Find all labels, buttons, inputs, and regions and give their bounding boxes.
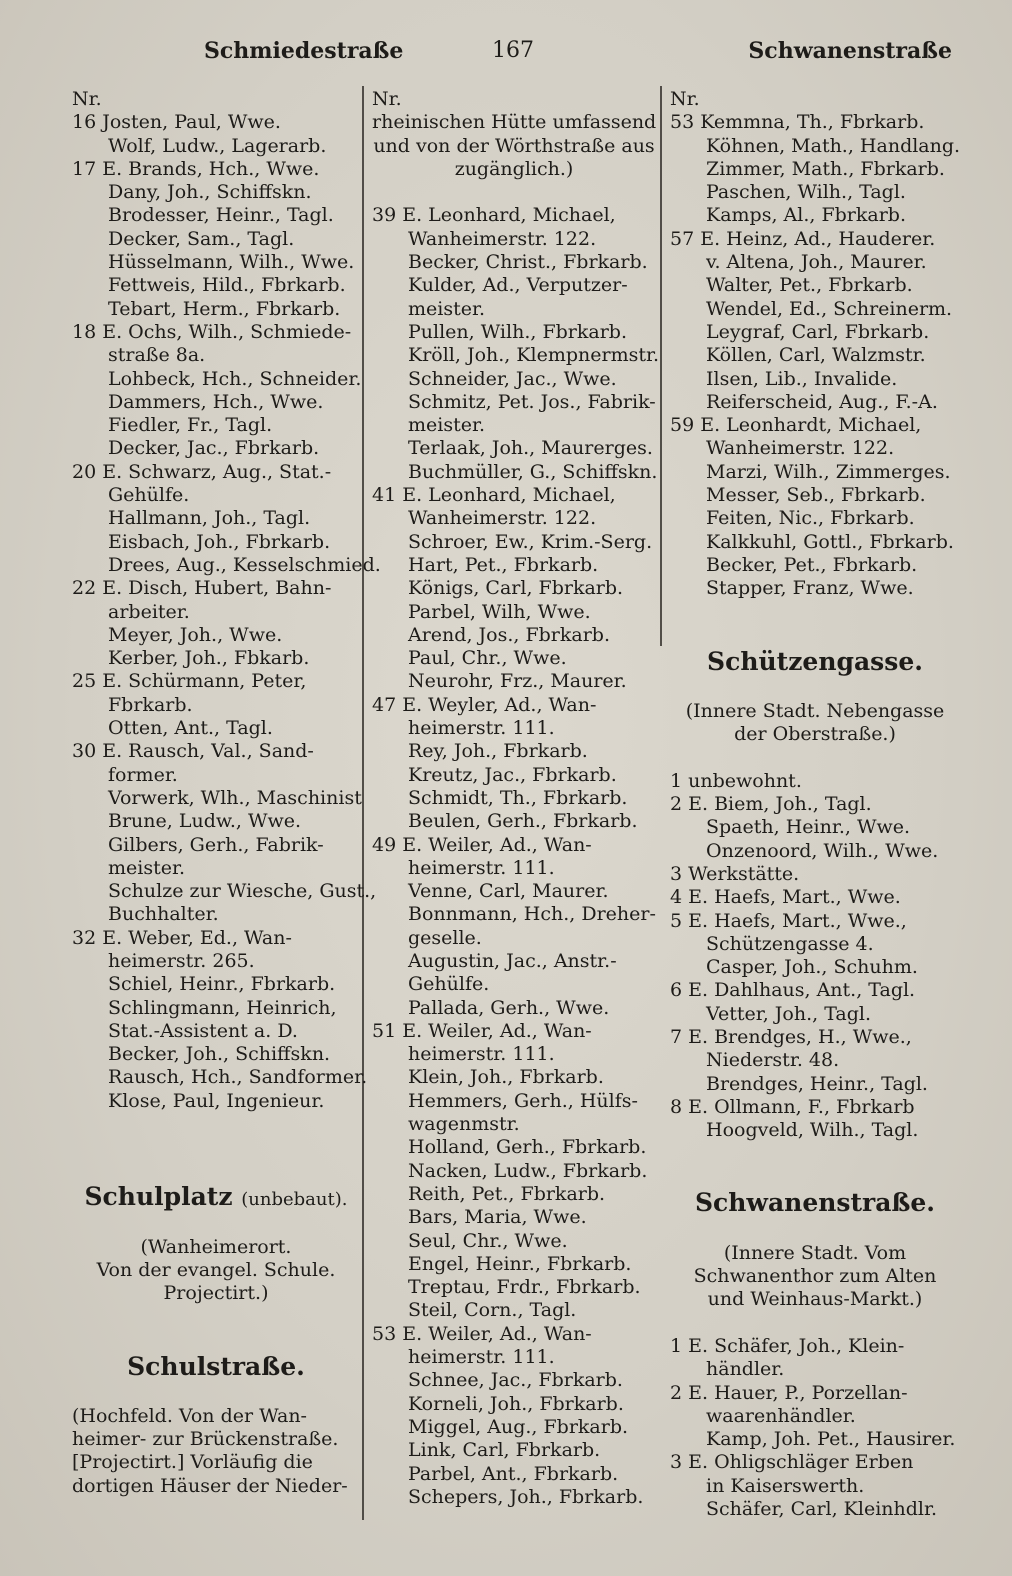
directory-entry: Becker, Pet., Fbrkarb. <box>706 553 918 576</box>
directory-entry: Treptau, Frdr., Fbrkarb. <box>408 1276 641 1299</box>
directory-entry: Brodesser, Heinr., Tagl. <box>108 204 334 227</box>
directory-entry: Miggel, Aug., Fbrkarb. <box>408 1415 629 1438</box>
section-title-schulplatz <box>72 1182 360 1212</box>
directory-entry: 49 E. Weiler, Ad., Wan- <box>372 833 592 856</box>
directory-entry: 8 E. Ollmann, F., Fbrkarb <box>670 1095 915 1118</box>
directory-entry: Fbrkarb. <box>108 693 193 716</box>
nr-label: Nr. <box>670 88 700 110</box>
directory-entry: Hallmann, Joh., Tagl. <box>108 507 311 530</box>
directory-entry: Holland, Gerh., Fbrkarb. <box>408 1136 647 1159</box>
directory-entry: Pullen, Wilh., Fbrkarb. <box>408 320 627 343</box>
directory-entry: 6 E. Dahlhaus, Ant., Tagl. <box>670 979 916 1002</box>
directory-entry: Eisbach, Joh., Fbrkarb. <box>108 530 331 553</box>
directory-entry: Reith, Pet., Fbrkarb. <box>408 1182 606 1205</box>
section-title-schuetzengasse: Schützengasse. <box>707 646 923 676</box>
directory-entry: Drees, Aug., Kesselschmied. <box>108 553 381 576</box>
directory-entry: Fettweis, Hild., Fbrkarb. <box>108 274 346 297</box>
directory-entry: Bars, Maria, Wwe. <box>408 1206 587 1229</box>
directory-entry: Kalkkuhl, Gottl., Fbrkarb. <box>706 530 954 553</box>
schulstrasse-line: [Projectirt.] Vorläufig die <box>72 1451 313 1474</box>
directory-entry: 41 E. Leonhard, Michael, <box>372 484 616 507</box>
directory-entry: Dammers, Hch., Wwe. <box>108 390 324 413</box>
directory-entry: 4 E. Haefs, Mart., Wwe. <box>670 886 901 909</box>
directory-entry: Meyer, Joh., Wwe. <box>108 623 283 646</box>
directory-entry: straße 8a. <box>108 344 206 367</box>
directory-entry: Schmidt, Th., Fbrkarb. <box>408 786 628 809</box>
directory-entry: Gehülfe. <box>108 484 190 507</box>
directory-entry: Tebart, Herm., Fbrkarb. <box>108 297 341 320</box>
directory-entry: 17 E. Brands, Hch., Wwe. <box>72 157 320 180</box>
directory-entry: Decker, Jac., Fbrkarb. <box>108 437 320 460</box>
directory-entry: Schnee, Jac., Fbrkarb. <box>408 1369 623 1392</box>
directory-entry: Schiel, Heinr., Fbrkarb. <box>108 973 336 996</box>
directory-entry: Schäfer, Carl, Kleinhdlr. <box>706 1498 938 1521</box>
directory-entry: wagenmstr. <box>408 1113 520 1136</box>
directory-entry: Schroer, Ew., Krim.-Serg. <box>408 530 653 553</box>
nr-label: Nr. <box>72 88 102 110</box>
directory-entry: rheinischen Hütte umfassend <box>372 111 657 134</box>
schulstrasse-line: (Hochfeld. Von der Wan- <box>72 1404 307 1427</box>
schwanenstrasse-intro: Schwanenthor zum Alten <box>693 1265 937 1288</box>
directory-entry: Decker, Sam., Tagl. <box>108 227 295 250</box>
directory-entry: 53 E. Weiler, Ad., Wan- <box>372 1322 592 1345</box>
directory-entry: 47 E. Weyler, Ad., Wan- <box>372 693 597 716</box>
schuetzengasse-entries <box>670 770 960 1143</box>
directory-entry: Schneider, Jac., Wwe. <box>408 367 617 390</box>
directory-entry: Walter, Pet., Fbrkarb. <box>706 274 913 297</box>
header-right-street: Schwanenstraße <box>748 38 952 64</box>
directory-entry: Ilsen, Lib., Invalide. <box>706 367 898 390</box>
directory-entry: Zimmer, Math., Fbrkarb. <box>706 157 945 180</box>
directory-entry: Vetter, Joh., Tagl. <box>706 1002 872 1025</box>
directory-entry: Fiedler, Fr., Tagl. <box>108 414 273 437</box>
schwanenstrasse-intro: (Innere Stadt. Vom <box>723 1241 907 1264</box>
directory-entry: Kamps, Al., Fbrkarb. <box>706 204 907 227</box>
directory-entry: Klose, Paul, Ingenieur. <box>108 1089 325 1112</box>
directory-entry: Hart, Pet., Fbrkarb. <box>408 553 599 576</box>
directory-entry: Marzi, Wilh., Zimmerges. <box>706 460 951 483</box>
directory-entry: Gilbers, Gerh., Fabrik- <box>108 833 324 856</box>
directory-entry: 7 E. Brendges, H., Wwe., <box>670 1025 912 1048</box>
section-title-schwanenstrasse: Schwanenstraße. <box>694 1188 936 1218</box>
schulplatz-line: Projectirt.) <box>163 1282 269 1305</box>
directory-entry: in Kaiserswerth. <box>706 1474 865 1497</box>
directory-entry: Schulze zur Wiesche, Gust., <box>108 880 377 903</box>
schuetzengasse-intro: der Oberstraße.) <box>734 723 896 746</box>
directory-entry: heimerstr. 265. <box>108 949 255 972</box>
directory-entry: 57 E. Heinz, Ad., Hauderer. <box>670 227 936 250</box>
directory-entry: Gehülfe. <box>408 973 490 996</box>
directory-entry: 5 E. Haefs, Mart., Wwe., <box>670 909 907 932</box>
directory-entry: 18 E. Ochs, Wilh., Schmiede- <box>72 320 352 343</box>
nr-label: Nr. <box>372 88 402 110</box>
directory-entry: former. <box>108 763 178 786</box>
directory-entry: Stapper, Franz, Wwe. <box>706 577 914 600</box>
directory-entry: 2 E. Hauer, P., Porzellan- <box>670 1381 908 1404</box>
schuetzengasse-intro: (Innere Stadt. Nebengasse <box>685 699 945 722</box>
directory-entry: Augustin, Jac., Anstr.- <box>408 949 617 972</box>
directory-entry: Hüsselmann, Wilh., Wwe. <box>108 251 355 274</box>
directory-entry: händler. <box>706 1358 785 1381</box>
directory-entry: und von der Wörthstraße aus <box>373 134 655 157</box>
directory-entry: 16 Josten, Paul, Wwe. <box>72 111 281 134</box>
directory-entry: Steil, Corn., Tagl. <box>408 1299 577 1322</box>
directory-entry: Beulen, Gerh., Fbrkarb. <box>408 810 638 833</box>
directory-entry: Parbel, Wilh, Wwe. <box>408 600 591 623</box>
directory-entry: Kerber, Joh., Fbkarb. <box>108 647 310 670</box>
directory-entry: Paul, Chr., Wwe. <box>408 647 567 670</box>
directory-entry: Buchhalter. <box>108 903 219 926</box>
directory-entry: 39 E. Leonhard, Michael, <box>372 204 616 227</box>
directory-entry: 1 E. Schäfer, Joh., Klein- <box>670 1334 905 1357</box>
directory-entry: Otten, Ant., Tagl. <box>108 717 273 740</box>
directory-entry: 59 E. Leonhardt, Michael, <box>670 414 922 437</box>
directory-entry: meister. <box>408 297 486 320</box>
directory-entry: Nacken, Ludw., Fbrkarb. <box>408 1159 648 1182</box>
directory-entry: Klein, Joh., Fbrkarb. <box>408 1066 604 1089</box>
directory-entry: Becker, Christ., Fbrkarb. <box>408 251 648 274</box>
directory-entry: heimerstr. 111. <box>408 856 555 879</box>
column-1-entries <box>72 111 381 1113</box>
directory-entry: 3 Werkstätte. <box>670 862 800 885</box>
directory-entry: heimerstr. 111. <box>408 717 555 740</box>
header-left-street: Schmiedestraße <box>204 38 404 64</box>
directory-entry: meister. <box>408 414 486 437</box>
directory-entry: Köllen, Carl, Walzmstr. <box>706 344 926 367</box>
directory-entry: Korneli, Joh., Fbrkarb. <box>408 1392 624 1415</box>
directory-entry: Stat.-Assistent a. D. <box>108 1019 298 1042</box>
directory-entry: Lohbeck, Hch., Schneider. <box>108 367 362 390</box>
directory-entry: Vorwerk, Wlh., Maschinist <box>108 786 362 809</box>
schulstrasse-line: heimer- zur Brückenstraße. <box>72 1428 339 1451</box>
directory-entry: 20 E. Schwarz, Aug., Stat.- <box>72 460 332 483</box>
directory-entry: meister. <box>108 856 186 879</box>
directory-entry: Kreutz, Jac., Fbrkarb. <box>408 763 617 786</box>
directory-entry: 51 E. Weiler, Ad., Wan- <box>372 1019 592 1042</box>
directory-entry: Becker, Joh., Schiffskn. <box>108 1043 331 1066</box>
directory-entry: v. Altena, Joh., Maurer. <box>706 251 927 274</box>
directory-entry: Reiferscheid, Aug., F.-A. <box>706 390 938 413</box>
directory-entry: zugänglich.) <box>454 157 574 180</box>
schulplatz-title: Schulplatz <box>84 1182 233 1212</box>
directory-entry: 25 E. Schürmann, Peter, <box>72 670 307 693</box>
directory-entry <box>372 181 656 204</box>
directory-entry: waarenhändler. <box>706 1404 856 1427</box>
schwanenstrasse-intro: und Weinhaus-Markt.) <box>707 1288 923 1311</box>
column-divider-right <box>660 86 662 646</box>
directory-entry: Bonnmann, Hch., Dreher- <box>408 903 656 926</box>
directory-entry: Köhnen, Math., Handlang. <box>706 134 961 157</box>
directory-entry: geselle. <box>408 926 482 949</box>
directory-entry: Schmitz, Pet. Jos., Fabrik- <box>408 390 656 413</box>
directory-entry: Spaeth, Heinr., Wwe. <box>706 816 911 839</box>
directory-entry: Engel, Heinr., Fbrkarb. <box>408 1252 632 1275</box>
directory-entry: Schlingmann, Heinrich, <box>108 996 337 1019</box>
directory-entry: arbeiter. <box>108 600 190 623</box>
directory-entry: 2 E. Biem, Joh., Tagl. <box>670 793 872 816</box>
column-3-entries <box>670 111 960 600</box>
column-3 <box>670 88 960 1521</box>
page-number: 167 <box>492 38 534 63</box>
directory-entry: Wanheimerstr. 122. <box>408 507 597 530</box>
directory-entry: Feiten, Nic., Fbrkarb. <box>706 507 915 530</box>
directory-entry: Wendel, Ed., Schreinerm. <box>706 297 953 320</box>
directory-entry: Brendges, Heinr., Tagl. <box>706 1072 928 1095</box>
schulplatz-subtitle: (unbebaut). <box>241 1189 348 1211</box>
schulstrasse-line: dortigen Häuser der Nieder- <box>72 1474 348 1497</box>
directory-entry: Rausch, Hch., Sandformer. <box>108 1066 368 1089</box>
directory-entry: Wanheimerstr. 122. <box>706 437 895 460</box>
schulplatz-line: (Wanheimerort. <box>140 1235 292 1258</box>
schwanenstrasse-entries <box>670 1335 960 1521</box>
directory-entry: 3 E. Ohligschläger Erben <box>670 1451 914 1474</box>
directory-entry: Link, Carl, Fbrkarb. <box>408 1439 601 1462</box>
directory-entry: Hoogveld, Wilh., Tagl. <box>706 1119 919 1142</box>
directory-entry: Casper, Joh., Schuhm. <box>706 956 918 979</box>
directory-entry: Onzenoord, Wilh., Wwe. <box>706 839 939 862</box>
directory-entry: Neurohr, Frz., Maurer. <box>408 670 627 693</box>
directory-entry: Rey, Joh., Fbrkarb. <box>408 740 588 763</box>
directory-entry: Seul, Chr., Wwe. <box>408 1229 568 1252</box>
directory-entry: Arend, Jos., Fbrkarb. <box>408 623 611 646</box>
directory-entry: Kamp, Joh. Pet., Hausirer. <box>706 1428 956 1451</box>
directory-entry: heimerstr. 111. <box>408 1043 555 1066</box>
directory-entry: Parbel, Ant., Fbrkarb. <box>408 1462 619 1485</box>
directory-entry: 1 unbewohnt. <box>670 769 802 792</box>
directory-entry: Niederstr. 48. <box>706 1049 840 1072</box>
directory-entry: Dany, Joh., Schiffskn. <box>108 181 312 204</box>
directory-entry: Venne, Carl, Maurer. <box>408 880 609 903</box>
directory-entry: Paschen, Wilh., Tagl. <box>706 181 906 204</box>
column-2 <box>372 88 660 1509</box>
directory-entry: Terlaak, Joh., Maurerges. <box>408 437 653 460</box>
directory-entry: 53 Kemmna, Th., Fbrkarb. <box>670 111 925 134</box>
directory-entry: Buchmüller, G., Schiffskn. <box>408 460 658 483</box>
directory-entry: Schepers, Joh., Fbrkarb. <box>408 1485 644 1508</box>
directory-entry: Königs, Carl, Fbrkarb. <box>408 577 624 600</box>
directory-entry: Hemmers, Gerh., Hülfs- <box>408 1089 638 1112</box>
directory-entry: heimerstr. 111. <box>408 1346 555 1369</box>
page-header <box>60 34 952 70</box>
directory-entry: Brune, Ludw., Wwe. <box>108 810 302 833</box>
directory-entry: Kulder, Ad., Verputzer- <box>408 274 628 297</box>
directory-entry: Pallada, Gerh., Wwe. <box>408 996 610 1019</box>
directory-entry: 22 E. Disch, Hubert, Bahn- <box>72 577 332 600</box>
column-2-entries <box>372 111 660 1509</box>
directory-entry: 32 E. Weber, Ed., Wan- <box>72 926 292 949</box>
section-title-schulstrasse: Schulstraße. <box>127 1351 305 1381</box>
directory-entry: 30 E. Rausch, Val., Sand- <box>72 740 314 763</box>
directory-entry: Kröll, Joh., Klempnermstr. <box>408 344 660 367</box>
directory-entry: Messer, Seb., Fbrkarb. <box>706 484 926 507</box>
column-1 <box>72 88 381 1498</box>
column-divider-left <box>362 86 364 1520</box>
directory-entry: Wanheimerstr. 122. <box>408 227 597 250</box>
directory-entry: Schützengasse 4. <box>706 932 874 955</box>
directory-entry: Wolf, Ludw., Lagerarb. <box>108 134 327 157</box>
schulplatz-line: Von der evangel. Schule. <box>96 1258 336 1281</box>
directory-entry: Leygraf, Carl, Fbrkarb. <box>706 320 930 343</box>
